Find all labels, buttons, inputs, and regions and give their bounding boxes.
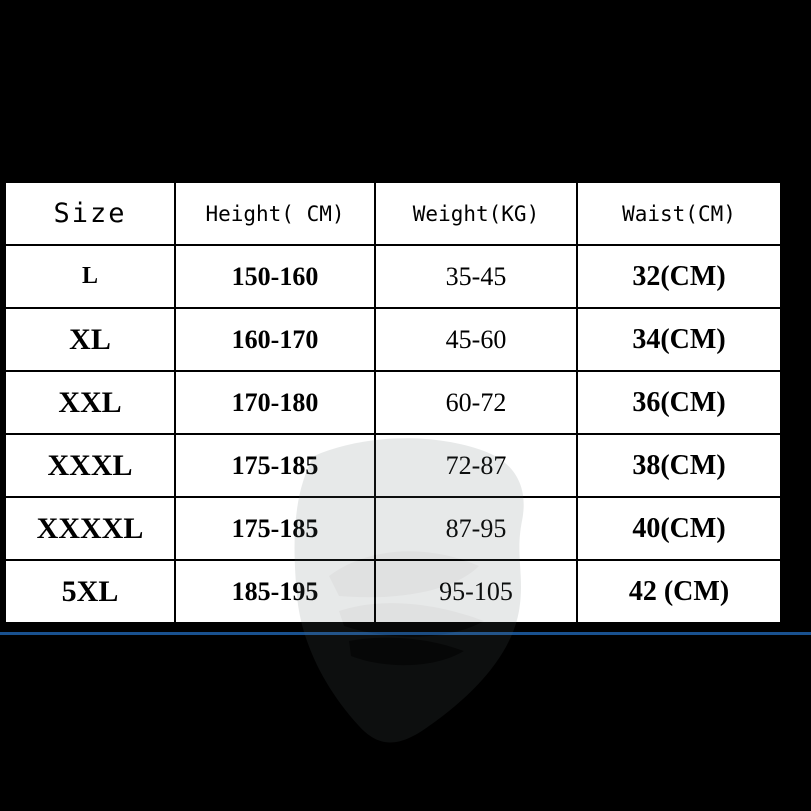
size-chart-table bbox=[4, 181, 782, 624]
cell-weight: 95-105 bbox=[375, 560, 577, 623]
column-header-size: Size bbox=[5, 182, 175, 245]
cell-height: 185-195 bbox=[175, 560, 375, 623]
size-chart-table-container bbox=[4, 181, 780, 624]
table-row bbox=[5, 245, 781, 308]
table-row bbox=[5, 434, 781, 497]
cell-size: L bbox=[5, 245, 175, 308]
cell-weight: 35-45 bbox=[375, 245, 577, 308]
cell-size: XL bbox=[5, 308, 175, 371]
cell-size: XXXXL bbox=[5, 497, 175, 560]
cell-weight: 45-60 bbox=[375, 308, 577, 371]
cell-size: XXXL bbox=[5, 434, 175, 497]
cell-height: 150-160 bbox=[175, 245, 375, 308]
column-header-height: Height( CM) bbox=[175, 182, 375, 245]
cell-size: 5XL bbox=[5, 560, 175, 623]
cell-waist: 42 (CM) bbox=[577, 560, 781, 623]
cell-height: 170-180 bbox=[175, 371, 375, 434]
cell-waist: 32(CM) bbox=[577, 245, 781, 308]
cell-height: 160-170 bbox=[175, 308, 375, 371]
table-header-row bbox=[5, 182, 781, 245]
cell-weight: 60-72 bbox=[375, 371, 577, 434]
cell-height: 175-185 bbox=[175, 497, 375, 560]
accent-divider-line bbox=[0, 632, 811, 635]
cell-waist: 38(CM) bbox=[577, 434, 781, 497]
column-header-waist: Waist(CM) bbox=[577, 182, 781, 245]
table-row bbox=[5, 308, 781, 371]
cell-weight: 87-95 bbox=[375, 497, 577, 560]
table-row bbox=[5, 497, 781, 560]
cell-height: 175-185 bbox=[175, 434, 375, 497]
table-row bbox=[5, 371, 781, 434]
cell-waist: 40(CM) bbox=[577, 497, 781, 560]
column-header-weight: Weight(KG) bbox=[375, 182, 577, 245]
cell-waist: 36(CM) bbox=[577, 371, 781, 434]
table-row bbox=[5, 560, 781, 623]
cell-size: XXL bbox=[5, 371, 175, 434]
cell-weight: 72-87 bbox=[375, 434, 577, 497]
cell-waist: 34(CM) bbox=[577, 308, 781, 371]
